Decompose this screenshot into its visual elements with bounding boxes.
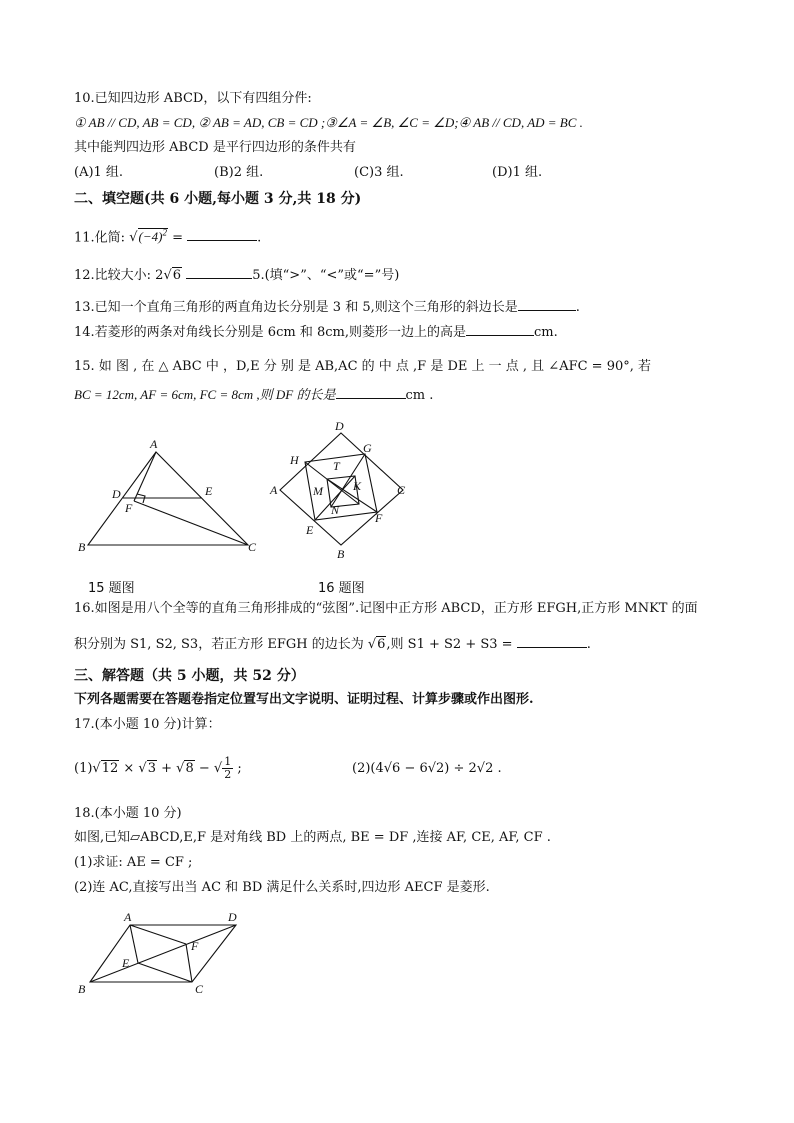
q16-radicand: 6 — [377, 637, 386, 652]
label-F: F — [191, 939, 199, 953]
q11-prefix: 11.化简: — [74, 230, 126, 246]
label-B: B — [337, 547, 345, 561]
q15-line1: 15. 如 图 , 在 △ ABC 中 ，D,E 分 别 是 AB,AC 的 中 点 ,F 是 DE 上 一 点 , 且 ∠AFC = 90°, 若 — [74, 359, 652, 374]
q10-conditions: ① AB // CD, AB = CD, ② AB = AD, CB = CD ;③∠A = ∠B, ∠C = ∠D;④ AB // CD, AD = BC . — [74, 115, 583, 130]
q16-line2: 积分别为 S1, S2, S3，若正方形 EFGH 的边长为 √6,则 S1 + S2 + S3 = . — [74, 637, 591, 652]
q12: 12.比较大小: 2√6 5.(填“>”、“<”或“=”号) — [74, 268, 400, 283]
figure-16 — [265, 418, 425, 563]
segment-ae — [130, 925, 138, 963]
q13: 13.已知一个直角三角形的两直角边长分别是 3 和 5,则这个三角形的斜边长是 . — [74, 300, 580, 315]
q11-sqrt-expr: $√(-4)^2$ — [129, 228, 167, 246]
label-H: H — [290, 453, 299, 467]
label-E: E — [122, 956, 130, 970]
q10-option-b: (B)2 组. — [214, 165, 264, 180]
q11-equals: = — [167, 230, 188, 246]
q14: 14.若菱形的两条对角线长分别是 6cm 和 8cm,则菱形一边上的高是 cm. — [74, 325, 558, 340]
q15-line2-text: BC = 12cm, AF = 6cm, FC = 8cm ,则 DF 的长是 — [74, 387, 336, 402]
label-F: F — [375, 511, 383, 525]
q18-part1: (1)求证: AE = CF ; — [74, 855, 193, 870]
q13-answer-blank[interactable] — [518, 298, 576, 311]
segment-fc — [134, 501, 248, 545]
q16-answer-blank[interactable] — [517, 635, 587, 648]
q12-suffix: 5.(填“>”、“<”或“=”号) — [252, 268, 400, 283]
label-C: C — [195, 982, 204, 996]
q17-part2: (2)(4√6 − 6√2) ÷ 2√2 . — [352, 761, 502, 776]
q15-answer-blank[interactable] — [336, 386, 406, 399]
q12-prefix: 12.比较大小: 2 — [74, 268, 164, 283]
q17-fraction: $\frac{1}{2}$ — [224, 755, 232, 781]
label-D: D — [335, 419, 344, 433]
label-C: C — [248, 540, 257, 554]
label-B: B — [78, 540, 86, 554]
q11: 11.化简: $√(-4)^2$ = . — [74, 228, 262, 246]
label-F: F — [125, 501, 133, 515]
q10-stem: 10.已知四边形 ABCD，以下有四组分件: — [74, 91, 312, 106]
q10-option-c: (C)3 组. — [354, 165, 404, 180]
q10-options — [74, 164, 634, 182]
label-E: E — [306, 523, 314, 537]
q18-stem: 如图,已知▱ABCD,E,F 是对角线 BD 上的两点, BE = DF ,连接 AF, CE, AF, CF . — [74, 830, 551, 845]
label-D: D — [112, 487, 121, 501]
q14-text: 14.若菱形的两条对角线长分别是 6cm 和 8cm,则菱形一边上的高是 — [74, 325, 466, 340]
label-T: T — [333, 459, 340, 473]
label-A: A — [150, 437, 158, 451]
label-B: B — [78, 982, 86, 996]
q16-line2-pre: 积分别为 S1, S2, S3，若正方形 EFGH 的边长为 — [74, 637, 364, 652]
label-K: K — [353, 479, 362, 493]
q14-answer-blank[interactable] — [466, 323, 534, 336]
label-C: C — [397, 483, 406, 497]
q10-option-d: (D)1 组. — [492, 165, 543, 180]
q17-title: 17.(本小题 10 分)计算： — [74, 717, 221, 732]
segment-ce — [138, 963, 192, 982]
label-D: D — [228, 910, 237, 924]
q17-part1: (1)√12 × √3 + √8 − √ $\frac{1}{2}$ ; — [74, 755, 242, 781]
q13-text: 13.已知一个直角三角形的两直角边长分别是 3 和 5,则这个三角形的斜边长是 — [74, 300, 518, 315]
label-G: G — [363, 441, 372, 455]
section-3-note: 下列各题需要在答题卷指定位置写出文字说明、证明过程、计算步骤或作出图形. — [74, 692, 534, 707]
figure-15-caption: 15 题图 — [88, 581, 135, 596]
q18-part2: (2)连 AC,直接写出当 AC 和 BD 满足什么关系时,四边形 AECF 是菱形. — [74, 880, 490, 895]
q16-line2-post: ,则 S1 + S2 + S3 = — [386, 637, 513, 652]
q11-answer-blank[interactable] — [187, 228, 257, 241]
label-M: M — [313, 484, 323, 498]
q16-line1: 16.如图是用八个全等的直角三角形排成的“弦图”.记图中正方形 ABCD，正方形 EFGH,正方形 MNKT 的面 — [74, 601, 698, 616]
label-E: E — [205, 484, 213, 498]
q10-ask: 其中能判四边形 ABCD 是平行四边形的条件共有 — [74, 140, 356, 155]
q12-answer-blank[interactable] — [186, 266, 252, 279]
figure-15 — [70, 430, 270, 570]
section-2-title: 二、填空题(共 6 小题,每小题 3 分,共 18 分) — [74, 191, 362, 207]
q10-option-a: (A)1 组. — [74, 165, 124, 180]
figure-16-caption: 16 题图 — [318, 581, 365, 596]
label-A: A — [124, 910, 132, 924]
figure-18 — [74, 905, 254, 1000]
q15-line2: BC = 12cm, AF = 6cm, FC = 8cm ,则 DF 的长是 cm . — [74, 387, 434, 403]
section-3-title: 三、解答题（共 5 小题，共 52 分） — [74, 668, 305, 684]
label-A: A — [270, 483, 278, 497]
q12-radicand: 6 — [172, 268, 182, 283]
q17-part1-label: (1) — [74, 761, 93, 776]
q18-title: 18.(本小题 10 分) — [74, 806, 182, 821]
segment-af — [130, 925, 186, 944]
label-N: N — [331, 503, 340, 517]
